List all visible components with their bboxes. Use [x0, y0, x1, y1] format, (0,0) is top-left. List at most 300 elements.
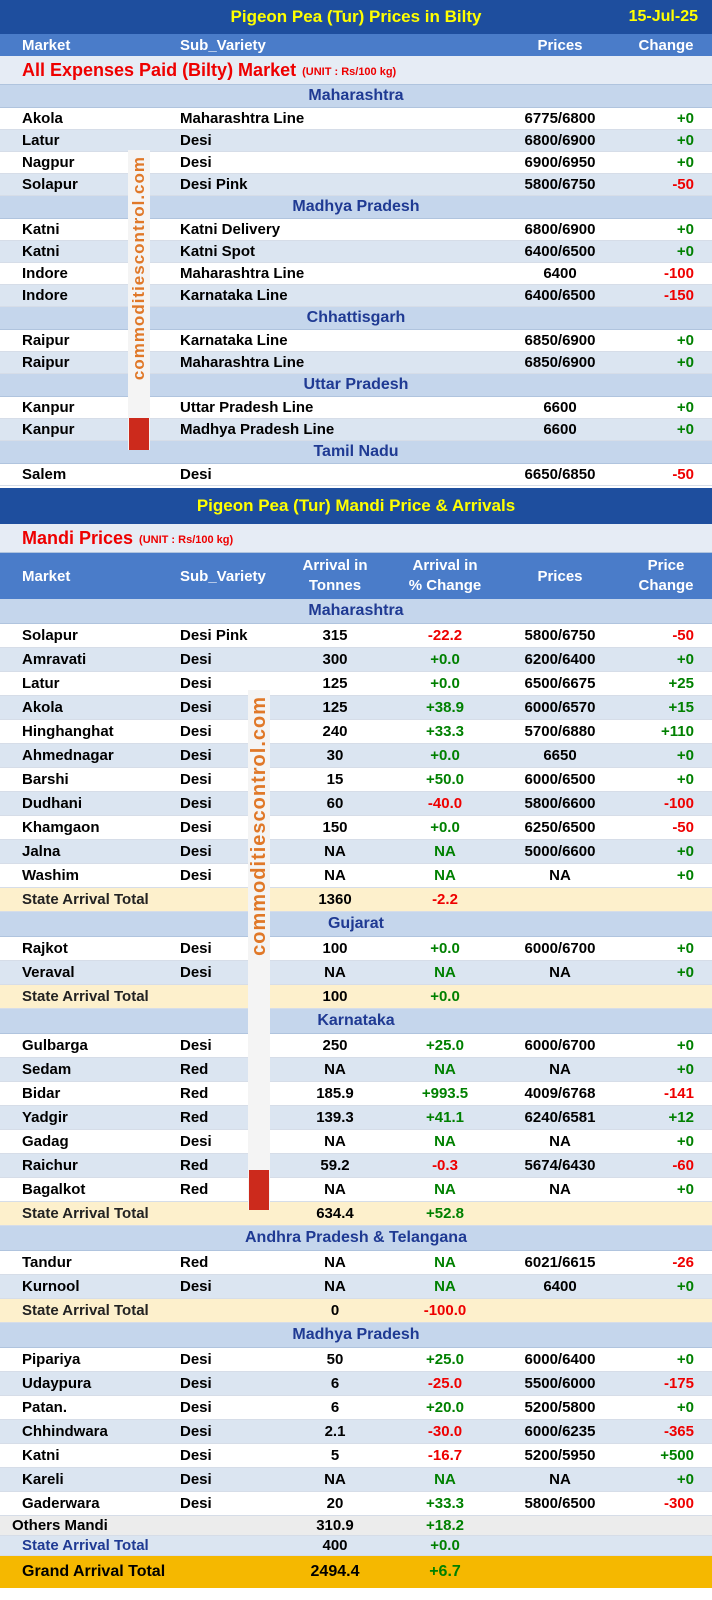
variety-cell: Desi: [180, 651, 212, 668]
variety-cell: Desi: [180, 1351, 212, 1368]
state-total-pct: +0.0: [430, 988, 460, 1005]
variety-cell: Desi: [180, 1375, 212, 1392]
price-change-cell: +0: [676, 940, 694, 957]
price-change-cell: +0: [676, 747, 694, 764]
price-change-cell: -26: [672, 1254, 694, 1271]
market-cell: Bagalkot: [22, 1181, 86, 1198]
market-cell: Chhindwara: [22, 1423, 108, 1440]
state-total-pct: -2.2: [432, 891, 458, 908]
arrival-cell: NA: [324, 1133, 346, 1150]
market-cell: Nagpur: [22, 154, 75, 171]
bilty-market-heading: [0, 56, 712, 85]
market-cell: Dudhani: [22, 795, 82, 812]
price-change-cell: +0: [676, 1399, 694, 1416]
table-row: [0, 840, 712, 864]
table-row: [0, 1251, 712, 1275]
table-row: [0, 1154, 712, 1178]
header-prices: Prices: [537, 567, 583, 585]
arrival-cell: 150: [322, 819, 348, 836]
arrival-cell: 60: [326, 795, 344, 812]
variety-cell: Desi: [180, 1423, 212, 1440]
variety-cell: Desi: [180, 1278, 212, 1295]
arrival-cell: 185.9: [316, 1085, 354, 1102]
variety-cell: Desi: [180, 964, 212, 981]
table-row: [0, 768, 712, 792]
variety-cell: Desi: [180, 1471, 212, 1488]
arrival-pct-cell: -16.7: [427, 1447, 463, 1464]
market-cell: Bidar: [22, 1085, 61, 1102]
prices-cell: NA: [549, 1061, 571, 1078]
price-change-cell: -175: [663, 1375, 694, 1392]
prices-cell: 6000/6700: [524, 1037, 596, 1054]
prices-cell: NA: [549, 964, 571, 981]
arrival-pct-cell: +25.0: [426, 1037, 464, 1054]
market-cell: Kareli: [22, 1471, 64, 1488]
market-cell: Khamgaon: [22, 819, 100, 836]
arrival-pct-cell: +20.0: [426, 1399, 464, 1416]
prices-cell: 6800/6900: [524, 221, 596, 238]
price-change-cell: -365: [663, 1423, 694, 1440]
header-arrival-pct: [390, 553, 500, 599]
variety-cell: Uttar Pradesh Line: [180, 399, 314, 416]
variety-cell: Desi: [180, 843, 212, 860]
state-total-row: [0, 888, 712, 912]
prices-cell: 6800/6900: [524, 132, 596, 149]
state-heading: Tamil Nadu: [0, 441, 712, 464]
market-cell: Ahmednagar: [22, 747, 114, 764]
grand-total-label: Grand Arrival Total: [22, 1563, 166, 1580]
table-row: [0, 330, 712, 352]
arrival-cell: 2.1: [324, 1423, 346, 1440]
arrival-pct-cell: +33.3: [426, 723, 464, 740]
others-label: Others Mandi: [12, 1517, 108, 1534]
header-price-change: [620, 553, 712, 599]
state-total-label: State Arrival Total: [22, 891, 149, 908]
prices-cell: 6000/6400: [524, 1351, 596, 1368]
header-pct-line2: % Change: [408, 577, 482, 594]
arrival-cell: NA: [324, 1061, 346, 1078]
prices-cell: 6900/6950: [524, 154, 596, 171]
bilty-table-body: [0, 85, 712, 486]
table-row: [0, 263, 712, 285]
prices-cell: 5674/6430: [524, 1157, 596, 1174]
change-cell: -100: [663, 265, 694, 282]
prices-cell: 6500/6675: [524, 675, 596, 692]
state-total-row: [0, 985, 712, 1009]
variety-cell: Desi: [180, 795, 212, 812]
variety-cell: Desi: [180, 1495, 212, 1512]
market-cell: Barshi: [22, 771, 69, 788]
arrival-pct-cell: NA: [434, 1061, 456, 1078]
header-sub-variety: Sub_Variety: [180, 567, 266, 585]
table-row: [0, 864, 712, 888]
state-total-label: State Arrival Total: [22, 1537, 149, 1554]
change-cell: +0: [676, 110, 694, 127]
arrival-pct-cell: +0.0: [430, 747, 460, 764]
state-total-row: [0, 1299, 712, 1323]
state-total-row: [0, 1202, 712, 1226]
change-cell: +0: [676, 221, 694, 238]
prices-cell: 5700/6880: [524, 723, 596, 740]
price-change-cell: +0: [676, 867, 694, 884]
state-heading: Uttar Pradesh: [0, 374, 712, 397]
table-row: [0, 1348, 712, 1372]
arrival-cell: 59.2: [320, 1157, 350, 1174]
change-cell: -50: [672, 176, 694, 193]
variety-cell: Red: [180, 1157, 209, 1174]
price-change-cell: +500: [660, 1447, 694, 1464]
prices-cell: 5200/5800: [524, 1399, 596, 1416]
market-cell: Rajkot: [22, 940, 68, 957]
price-change-cell: +0: [676, 771, 694, 788]
others-pct: +18.2: [426, 1517, 464, 1534]
watermark-text: commoditiescontrol.com: [129, 156, 148, 381]
variety-cell: Maharashtra Line: [180, 354, 305, 371]
header-arrival: [290, 553, 380, 599]
arrival-cell: 5: [330, 1447, 340, 1464]
prices-cell: 6400: [543, 265, 577, 282]
arrival-pct-cell: -25.0: [427, 1375, 463, 1392]
arrival-pct-cell: +0.0: [430, 651, 460, 668]
bilty-section-title: All Expenses Paid (Bilty) Market: [22, 59, 297, 80]
market-cell: Latur: [22, 675, 60, 692]
table-row: [0, 744, 712, 768]
price-change-cell: +0: [676, 1351, 694, 1368]
arrival-pct-cell: +25.0: [426, 1351, 464, 1368]
arrival-pct-cell: -30.0: [427, 1423, 463, 1440]
grand-total-pct: +6.7: [429, 1563, 461, 1580]
table-row: [0, 672, 712, 696]
arrival-cell: 30: [326, 747, 344, 764]
mandi-market-heading: [0, 524, 712, 553]
arrival-pct-cell: +993.5: [421, 1085, 469, 1102]
table-row: [0, 285, 712, 307]
market-cell: Gaderwara: [22, 1495, 100, 1512]
grand-total-arrival: 2494.4: [310, 1563, 360, 1580]
change-cell: +0: [676, 243, 694, 260]
prices-cell: 5500/6000: [524, 1375, 596, 1392]
watermark-text: commoditiescontrol.com: [248, 696, 270, 956]
mandi-section-title: Mandi Prices: [22, 527, 134, 548]
table-row: [0, 130, 712, 152]
state-heading: Madhya Pradesh: [0, 1323, 712, 1348]
arrival-pct-cell: -22.2: [427, 627, 463, 644]
change-cell: +0: [676, 332, 694, 349]
market-cell: Sedam: [22, 1061, 72, 1078]
price-change-cell: +0: [676, 964, 694, 981]
table-row: [0, 937, 712, 961]
arrival-pct-cell: NA: [434, 1133, 456, 1150]
arrival-cell: NA: [324, 1278, 346, 1295]
arrival-pct-cell: NA: [434, 867, 456, 884]
table-row: [0, 720, 712, 744]
variety-cell: Desi: [180, 771, 212, 788]
prices-cell: 5800/6600: [524, 795, 596, 812]
change-cell: +0: [676, 132, 694, 149]
variety-cell: Desi: [180, 1037, 212, 1054]
arrival-cell: 139.3: [316, 1109, 354, 1126]
prices-cell: 5200/5950: [524, 1447, 596, 1464]
variety-cell: Desi: [180, 1399, 212, 1416]
state-total-label: State Arrival Total: [22, 1205, 149, 1222]
variety-cell: Desi: [180, 154, 212, 171]
price-change-cell: +25: [668, 675, 694, 692]
change-cell: +0: [676, 154, 694, 171]
header-market: Market: [22, 567, 71, 585]
variety-cell: Desi Pink: [180, 176, 248, 193]
arrival-cell: 20: [326, 1495, 344, 1512]
market-cell: Gulbarga: [22, 1037, 88, 1054]
market-cell: Solapur: [22, 627, 78, 644]
arrival-pct-cell: -40.0: [427, 795, 463, 812]
market-cell: Kanpur: [22, 421, 75, 438]
prices-cell: NA: [549, 1133, 571, 1150]
table-row: [0, 1082, 712, 1106]
prices-cell: 6000/6570: [524, 699, 596, 716]
table-row: [0, 397, 712, 419]
variety-cell: Red: [180, 1085, 209, 1102]
arrival-cell: 250: [322, 1037, 348, 1054]
state-total-arrival: 100: [322, 988, 348, 1005]
prices-cell: 5800/6750: [524, 176, 596, 193]
arrival-pct-cell: NA: [434, 1471, 456, 1488]
change-cell: +0: [676, 354, 694, 371]
logo-icon: [249, 1170, 269, 1210]
header-arrival-line2: Tonnes: [308, 577, 362, 594]
state-total-row: [0, 1536, 712, 1556]
table-row: [0, 419, 712, 441]
arrival-cell: 125: [322, 699, 348, 716]
prices-cell: 6650: [543, 747, 577, 764]
prices-cell: NA: [549, 1471, 571, 1488]
arrival-pct-cell: +41.1: [426, 1109, 464, 1126]
variety-cell: Desi: [180, 1447, 212, 1464]
prices-cell: 6775/6800: [524, 110, 596, 127]
prices-cell: 6850/6900: [524, 354, 596, 371]
state-heading: Madhya Pradesh: [0, 196, 712, 219]
market-cell: Katni: [22, 1447, 60, 1464]
arrival-pct-cell: NA: [434, 1254, 456, 1271]
table-row: [0, 1468, 712, 1492]
table-row: [0, 1034, 712, 1058]
mandi-header-row: [0, 553, 712, 599]
header-pct-line1: Arrival in: [412, 557, 478, 574]
table-row: [0, 1275, 712, 1299]
table-row: [0, 624, 712, 648]
market-cell: Udaypura: [22, 1375, 92, 1392]
arrival-pct-cell: +38.9: [426, 699, 464, 716]
table-row: [0, 1492, 712, 1516]
prices-cell: 6650/6850: [524, 466, 596, 483]
table-row: [0, 648, 712, 672]
grand-total-row: [0, 1556, 712, 1588]
arrival-pct-cell: +0.0: [430, 675, 460, 692]
state-heading: Andhra Pradesh & Telangana: [0, 1226, 712, 1251]
table-row: [0, 1396, 712, 1420]
arrival-cell: NA: [324, 867, 346, 884]
table-row: [0, 816, 712, 840]
others-mandi-row: [0, 1516, 712, 1536]
prices-cell: 6000/6700: [524, 940, 596, 957]
price-change-cell: +15: [668, 699, 694, 716]
price-change-cell: -60: [672, 1157, 694, 1174]
market-cell: Kanpur: [22, 399, 75, 416]
table-row: [0, 1372, 712, 1396]
watermark-top: [128, 150, 150, 450]
header-sub-variety: Sub_Variety: [180, 36, 266, 54]
market-cell: Katni: [22, 221, 60, 238]
market-cell: Akola: [22, 699, 63, 716]
state-heading: Maharashtra: [0, 85, 712, 108]
state-total-label: State Arrival Total: [22, 988, 149, 1005]
table-row: [0, 152, 712, 174]
price-change-cell: +0: [676, 1181, 694, 1198]
table-row: [0, 1444, 712, 1468]
prices-cell: 6200/6400: [524, 651, 596, 668]
bilty-title: Pigeon Pea (Tur) Prices in Bilty: [230, 7, 482, 26]
price-change-cell: +12: [668, 1109, 694, 1126]
arrival-cell: NA: [324, 1254, 346, 1271]
prices-cell: 6000/6235: [524, 1423, 596, 1440]
market-cell: Raichur: [22, 1157, 78, 1174]
arrival-pct-cell: +0.0: [430, 819, 460, 836]
table-row: [0, 1106, 712, 1130]
price-change-cell: +0: [676, 843, 694, 860]
header-change: Change: [638, 36, 694, 54]
header-arrival-line1: Arrival in: [302, 557, 368, 574]
market-cell: Akola: [22, 110, 63, 127]
table-row: [0, 1420, 712, 1444]
arrival-pct-cell: NA: [434, 1278, 456, 1295]
variety-cell: Katni Spot: [180, 243, 255, 260]
market-cell: Indore: [22, 265, 68, 282]
change-cell: +0: [676, 421, 694, 438]
arrival-cell: 125: [322, 675, 348, 692]
market-cell: Yadgir: [22, 1109, 68, 1126]
prices-cell: 6600: [543, 399, 577, 416]
market-cell: Salem: [22, 466, 67, 483]
price-change-cell: -300: [663, 1495, 694, 1512]
arrival-cell: NA: [324, 1181, 346, 1198]
prices-cell: NA: [549, 867, 571, 884]
table-row: [0, 352, 712, 374]
market-cell: Veraval: [22, 964, 75, 981]
header-pchange-line2: Change: [638, 577, 694, 594]
arrival-pct-cell: +33.3: [426, 1495, 464, 1512]
market-cell: Patan.: [22, 1399, 68, 1416]
variety-cell: Desi: [180, 675, 212, 692]
arrival-cell: 100: [322, 940, 348, 957]
price-change-cell: +0: [676, 1037, 694, 1054]
market-cell: Gadag: [22, 1133, 69, 1150]
variety-cell: Red: [180, 1254, 209, 1271]
variety-cell: Desi: [180, 747, 212, 764]
arrival-cell: 315: [322, 627, 348, 644]
market-cell: Raipur: [22, 332, 70, 349]
others-arrival: 310.9: [316, 1517, 354, 1534]
variety-cell: Katni Delivery: [180, 221, 281, 238]
mandi-table-body: [0, 599, 712, 1556]
table-row: [0, 174, 712, 196]
arrival-cell: 240: [322, 723, 348, 740]
state-heading: Karnataka: [0, 1009, 712, 1034]
variety-cell: Red: [180, 1181, 209, 1198]
price-change-cell: +0: [676, 1061, 694, 1078]
prices-cell: 6400: [543, 1278, 577, 1295]
prices-cell: 5800/6500: [524, 1495, 596, 1512]
price-change-cell: +0: [676, 1471, 694, 1488]
prices-cell: 6850/6900: [524, 332, 596, 349]
table-row: [0, 219, 712, 241]
arrival-cell: NA: [324, 843, 346, 860]
arrival-pct-cell: NA: [434, 1181, 456, 1198]
variety-cell: Desi: [180, 132, 212, 149]
arrival-pct-cell: NA: [434, 843, 456, 860]
price-change-cell: -141: [663, 1085, 694, 1102]
table-row: [0, 241, 712, 263]
mandi-title: Pigeon Pea (Tur) Mandi Price & Arrivals: [196, 496, 516, 515]
market-cell: Jalna: [22, 843, 61, 860]
state-heading: Chhattisgarh: [0, 307, 712, 330]
state-total-pct: -100.0: [423, 1302, 467, 1319]
watermark-bottom: [248, 690, 270, 1210]
prices-cell: 6600: [543, 421, 577, 438]
variety-cell: Desi: [180, 819, 212, 836]
prices-cell: 4009/6768: [524, 1085, 596, 1102]
table-row: [0, 1058, 712, 1082]
variety-cell: Maharashtra Line: [180, 265, 305, 282]
state-total-arrival: 634.4: [316, 1205, 354, 1222]
state-heading: Gujarat: [0, 912, 712, 937]
price-change-cell: -100: [663, 795, 694, 812]
prices-cell: 5000/6600: [524, 843, 596, 860]
arrival-cell: NA: [324, 1471, 346, 1488]
state-total-arrival: 1360: [318, 891, 352, 908]
price-change-cell: +110: [661, 723, 694, 740]
header-prices: Prices: [537, 36, 583, 54]
variety-cell: Red: [180, 1109, 209, 1126]
price-change-cell: -50: [672, 627, 694, 644]
prices-cell: NA: [549, 1181, 571, 1198]
market-cell: Latur: [22, 132, 60, 149]
state-total-pct: +52.8: [426, 1205, 464, 1222]
prices-cell: 6400/6500: [524, 243, 596, 260]
state-total-pct: +0.0: [430, 1537, 460, 1554]
market-cell: Katni: [22, 243, 60, 260]
market-cell: Kurnool: [22, 1278, 80, 1295]
state-heading: Maharashtra: [0, 599, 712, 624]
prices-cell: 6250/6500: [524, 819, 596, 836]
variety-cell: Desi: [180, 940, 212, 957]
market-cell: Indore: [22, 287, 68, 304]
header-market: Market: [22, 36, 71, 54]
variety-cell: Desi Pink: [180, 627, 248, 644]
arrival-cell: 6: [330, 1399, 340, 1416]
arrival-pct-cell: +0.0: [430, 940, 460, 957]
market-cell: Raipur: [22, 354, 70, 371]
bilty-title-bar: [0, 0, 712, 34]
table-row: [0, 1178, 712, 1202]
bilty-unit: (UNIT : Rs/100 kg): [302, 66, 397, 78]
arrival-cell: 15: [326, 771, 344, 788]
header-pchange-line1: Price: [647, 557, 685, 574]
prices-cell: 6000/6500: [524, 771, 596, 788]
variety-cell: Karnataka Line: [180, 287, 288, 304]
price-change-cell: +0: [676, 1133, 694, 1150]
price-change-cell: +0: [676, 1278, 694, 1295]
price-change-cell: +0: [676, 651, 694, 668]
arrival-cell: 300: [322, 651, 348, 668]
